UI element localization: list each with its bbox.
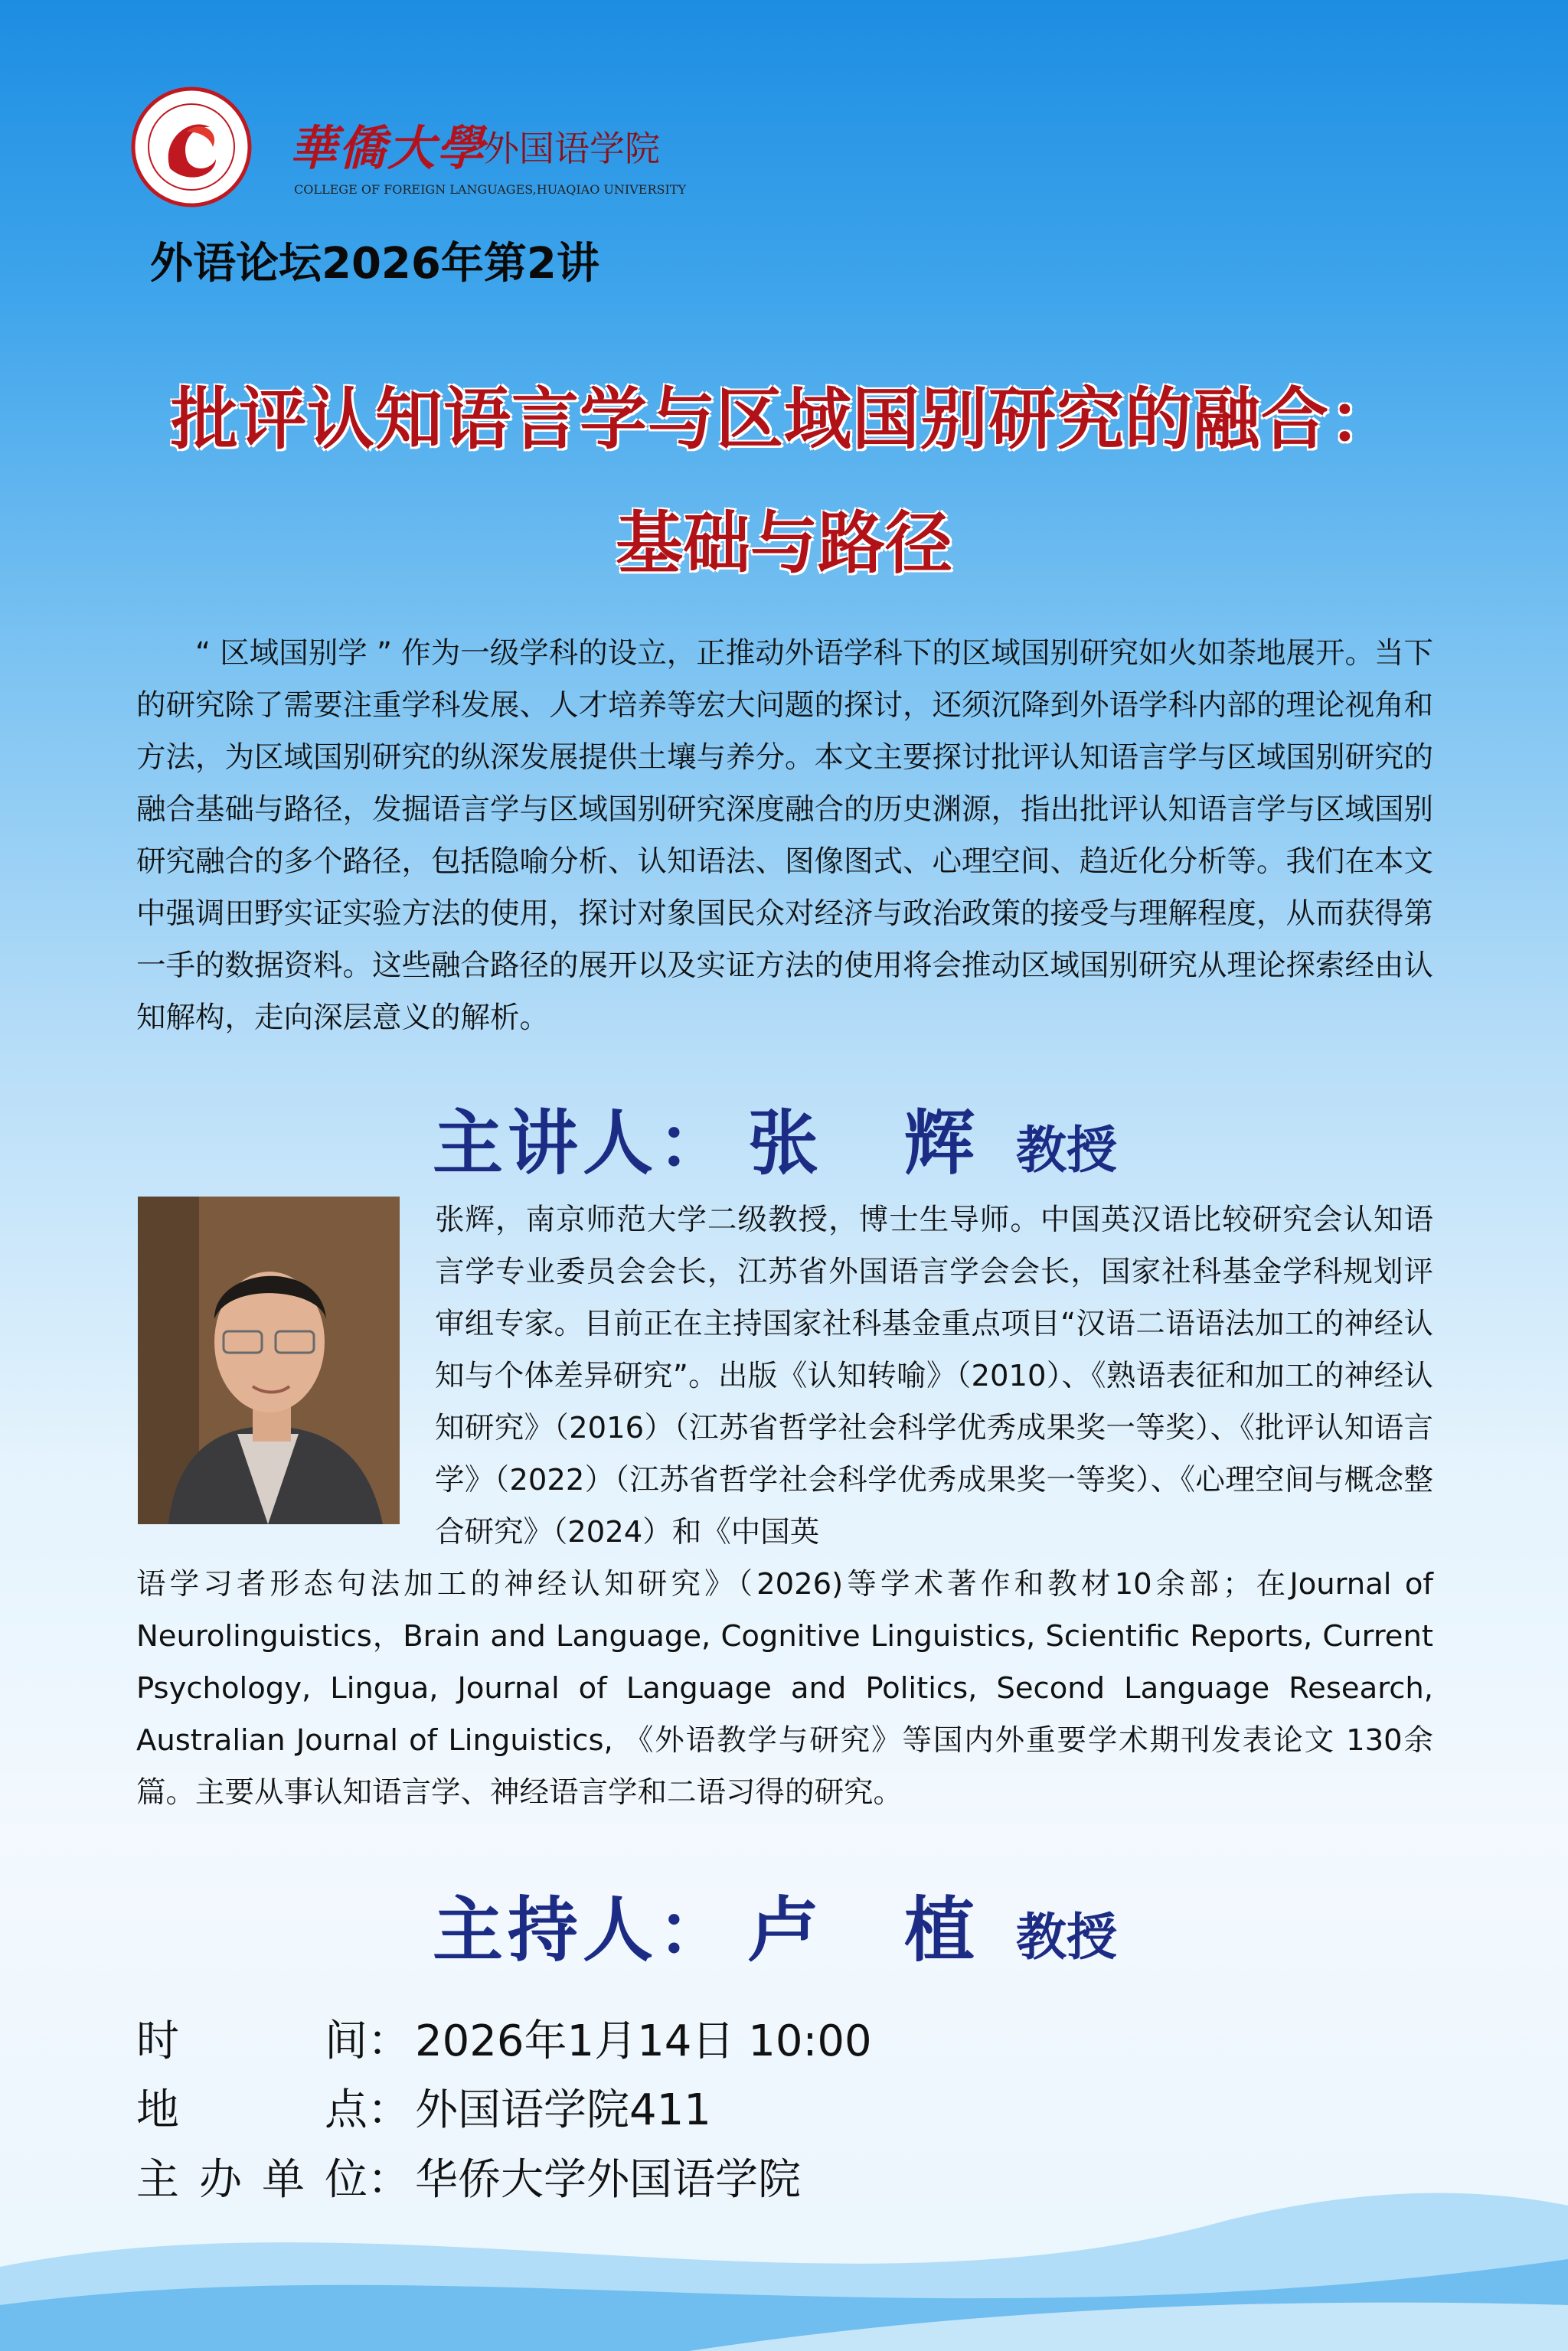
portrait-icon [138, 1197, 400, 1524]
organizer-label: 主办单位 [136, 2155, 368, 2205]
place-value: 外国语学院411 [415, 2085, 711, 2135]
lecture-title-line1: 批评认知语言学与区域国别研究的融合： [170, 380, 1397, 459]
time-value: 2026年1月14日 10:00 [415, 2016, 872, 2066]
speaker-name: 张 辉 [748, 1102, 1006, 1184]
speaker-title: 教授 [1016, 1120, 1118, 1180]
host-heading [433, 1874, 1117, 1975]
forum-label: 外语论坛2026年第2讲 [150, 239, 599, 289]
place-row: 地 点： 外国语学院411 [136, 2076, 711, 2137]
speaker-role: 主讲人： [433, 1102, 733, 1184]
university-name: 華僑大學 [289, 120, 486, 176]
emblem-icon [130, 86, 253, 208]
organizer-value: 华侨大学外国语学院 [415, 2155, 801, 2205]
speaker-bio-intro: 张辉，南京师范大学二级教授，博士生导师。中国英汉语比较研究会认知语言学专业委员会会长，江苏省外国语言学会会长，国家社科基金学科规划评审组专家。目前正在主持国家社科基金重点项目“汉语二语语法加工的神经认知与个体差异研究”。出版《认知转喻》（2010）、《熟语表征和加工的神经认知研究》（2016）（江苏省哲学社会科学优秀成果奖一等奖）、《批评认知语言学》（2022）（江苏省哲学社会科学优秀成果奖一等奖）、《心理空间与概念整合研究》（2024）和《中国英 [435, 1203, 1433, 1549]
host-title: 教授 [1016, 1907, 1118, 1967]
lecture-title-line2: 基础与路径 [615, 504, 952, 583]
decorative-waves [0, 2075, 1568, 2351]
university-logo [130, 86, 687, 208]
department-name: 外国语学院 [484, 128, 660, 169]
place-label: 地 点 [136, 2085, 368, 2135]
speaker-heading [433, 1087, 1117, 1188]
host-role: 主持人： [433, 1889, 733, 1971]
host-name: 卢 植 [748, 1889, 1006, 1971]
organizer-row: 主办单位： 华侨大学外国语学院 [136, 2146, 801, 2207]
english-name: COLLEGE OF FOREIGN LANGUAGES,HUAQIAO UNIVERSITY [294, 182, 687, 197]
time-label: 时 间 [136, 2016, 368, 2066]
time-row: 时 间： 2026年1月14日 10:00 [136, 2007, 872, 2069]
abstract-text: “ 区域国别学 ” 作为一级学科的设立，正推动外语学科下的区域国别研究如火如荼地展开。当下的研究除了需要注重学科发展、人才培养等宏大问题的探讨，还须沉降到外语学科内部的理论视角和方法，为区域国别研究的纵深发展提供土壤与养分。本文主要探讨批评认知语言学与区域国别研究的融合基础与路径，发掘语言学与区域国别研究深度融合的历史渊源，指出批评认知语言学与区域国别研究融合的多个路径，包括隐喻分析、认知语法、图像图式、心理空间、趋近化分析等。我们在本文中强调田野实证实验方法的使用，探讨对象国民众对经济与政治政策的接受与理解程度，从而获得第一手的数据资料。这些融合路径的展开以及实证方法的使用将会推动区域国别研究从理论探索经由认知解构，走向深层意义的解析。 [136, 636, 1434, 1035]
speaker-photo [138, 1197, 400, 1524]
speaker-bio-rest: 语学习者形态句法加工的神经认知研究》（2026)等学术著作和教材10余部；在Journal of Neurolinguistics，Brain and Language, Cognitive Linguistics, Scientific Reports, Current Psychology, Lingua, Journal of Language and Politics, Second Language Research, Australian Journal of Linguistics, 《外语教学与研究》等国内外重要学术期刊发表论文 130余篇。主要从事认知语言学、神经语言学和二语习得的研究。 [136, 1567, 1433, 1810]
